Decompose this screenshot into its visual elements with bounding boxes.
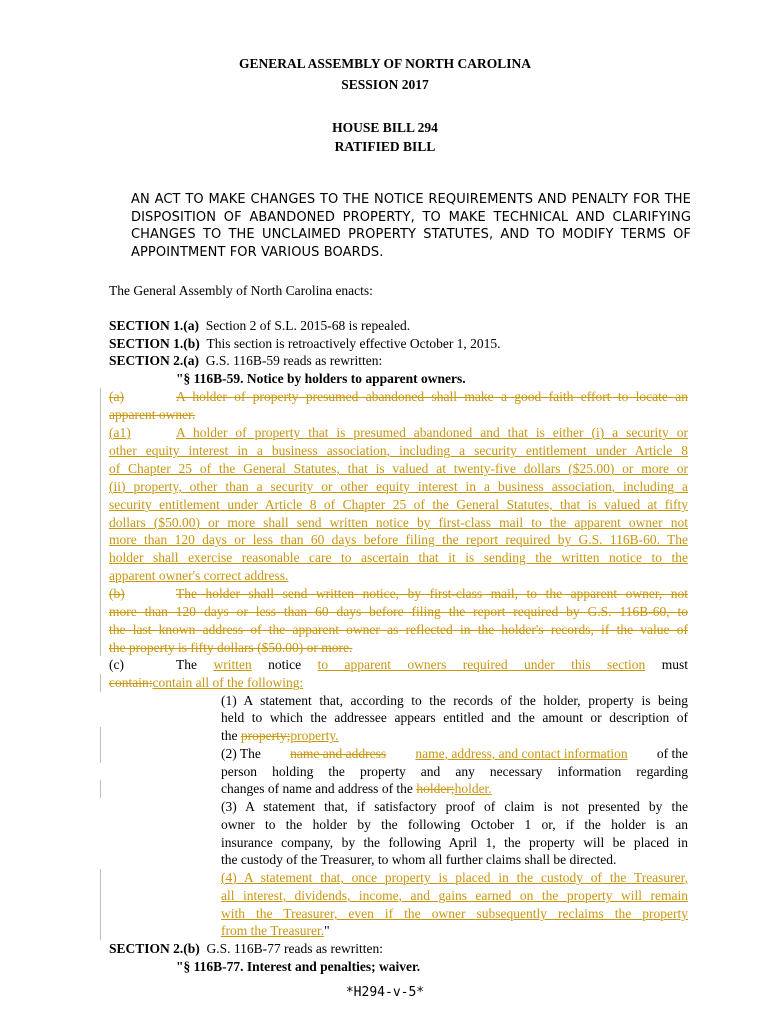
assembly-name: GENERAL ASSEMBLY OF NORTH CAROLINA [238,56,532,71]
item-1-line [221,727,339,745]
inserted-text: to apparent owners required under this section [317,657,646,672]
deleted-text-line: apparent owner. [109,407,196,422]
deleted-subsection-label: (a) [109,389,124,404]
deleted-text: name and address [290,746,387,761]
inserted-text-line: more than 120 days or less than 60 days before filing the report required by G.S. 116B-60. The [109,532,688,547]
section-text: G.S. 116B-77 reads as rewritten: [206,941,383,956]
deleted-text: holder; [416,781,455,796]
inserted-text-line: dollars ($50.00) or more shall send written notice by first-class mail to the apparent owner not [109,515,688,530]
inserted-text-line: apparent owner's correct address. [109,568,289,583]
statute-heading-77: "§ 116B-77. Interest and penalties; waiver. [176,959,421,974]
section-2a [109,352,382,370]
item-3-line: owner to the holder by the following October 1 or, if the holder is an [221,817,688,832]
inserted-text-line: A holder of property that is presumed abandoned and that is either (i) a security or [176,425,688,440]
text: The [176,657,197,672]
item-4-line [221,922,330,940]
section-label: SECTION 1.(a) [109,318,200,333]
section-label: SECTION 2.(a) [109,353,200,368]
inserted-text-line: other equity interest in a business association, including a security entitlement under Article 8 [109,443,688,458]
section-2b [109,940,383,958]
change-bar [100,745,101,763]
text: of the [656,746,688,761]
item-3-line: (3) A statement that, if satisfactory proof of claim is not presented by the [221,799,688,814]
inserted-text: holder. [454,781,492,796]
text: the [221,728,241,743]
inserted-text: from the Treasurer. [221,923,325,938]
deleted-text-line: A holder of property presumed abandoned shall make a good faith effort to locate an [176,389,688,404]
inserted-text-line: holder shall exercise reasonable care to ascertain that it is sending the written notice to the [109,550,688,565]
change-bar [100,727,101,745]
item-3-line: the custody of the Treasurer, to whom all further claims shall be directed. [221,852,617,867]
inserted-text-line: security entitlement under Article 8 of Chapter 25 of the General Statutes, that is valued at fifty [109,497,688,512]
bill-status: RATIFIED BILL [334,139,436,154]
statute-heading-59: "§ 116B-59. Notice by holders to apparent owners. [176,371,466,386]
session: SESSION 2017 [341,77,429,92]
deleted-text-line: the last known address of the apparent owner as reflected in the holder's records, if the value of [109,622,688,637]
item-1-line: held to which the addressee appears entitled and the amount or description of [221,710,688,725]
text: changes of name and address of the [221,781,417,796]
item-4-line: with the Treasurer, even if the owner subsequently reclaims the property [221,906,688,921]
section-text: This section is retroactively effective October 1, 2015. [206,336,501,351]
item-4-line: all interest, dividends, income, and gains earned on the property will remain [221,888,688,903]
inserted-text: property. [290,728,339,743]
bill-number: HOUSE BILL 294 [332,120,438,135]
closing-quote: " [324,923,330,938]
text: notice [268,657,302,672]
change-bar [100,869,101,940]
deleted-subsection-label: (b) [109,586,125,601]
inserted-subsection-label: (a1) [109,425,131,440]
inserted-text-line: of Chapter 25 of the General Statutes, that is valued at twenty-five dollars ($25.00) or more or [109,461,688,476]
section-1b [109,335,501,353]
section-text: G.S. 116B-59 reads as rewritten: [205,353,383,368]
item-2-line [221,780,492,798]
inserted-text-line: (ii) property, other than a security or other equity interest in a business association, including a [109,479,688,494]
inserted-text: written [213,657,252,672]
deleted-text-line: The holder shall send written notice, by first-class mail, to the apparent owner, not [176,586,688,601]
act-title: AN ACT TO MAKE CHANGES TO THE NOTICE REQUIREMENTS AND PENALTY FOR THE DISPOSITION OF ABANDONED PROPERTY, TO MAKE TECHNICAL AND CLARIFYING CHANGES TO THE UNCLAIMED PROPERTY STATUTES, AND TO MODIFY TERMS OF APPOINTMENT FOR VARIOUS BOARDS. [131,192,691,261]
change-bar [100,674,101,692]
deleted-text-line: the property is fifty dollars ($50.00) or more. [109,640,353,655]
deleted-text: property; [240,728,291,743]
enacting-clause: The General Assembly of North Carolina enacts: [109,283,373,298]
inserted-text: contain all of the following: [152,675,304,690]
subsection-c-line1 [176,656,688,674]
item-2-line [221,745,688,763]
subsection-label-c: (c) [109,657,124,672]
footer-document-code: *H294-v-5* [345,985,425,1000]
section-text: Section 2 of S.L. 2015-68 is repealed. [205,318,411,333]
item-2-line: person holding the property and any necessary information regarding [221,764,688,779]
deleted-text-line: more than 120 days or less than 60 days before filing the report required by G.S. 116B-60, to [109,604,688,619]
text: (2) The [221,746,261,761]
item-1-line: (1) A statement that, according to the records of the holder, property is being [221,693,688,708]
subsection-c-line2 [109,674,303,692]
text: must [661,657,688,672]
deleted-text: contain: [109,675,153,690]
item-4-line: (4) A statement that, once property is placed in the custody of the Treasurer, [221,870,688,885]
inserted-text: name, address, and contact information [415,746,628,761]
change-bar [100,780,101,798]
section-label: SECTION 1.(b) [109,336,200,351]
section-label: SECTION 2.(b) [109,941,200,956]
change-bar [100,388,101,656]
item-3-line: insurance company, by the following April 1, the property will be placed in [221,835,688,850]
section-1a [109,317,410,335]
